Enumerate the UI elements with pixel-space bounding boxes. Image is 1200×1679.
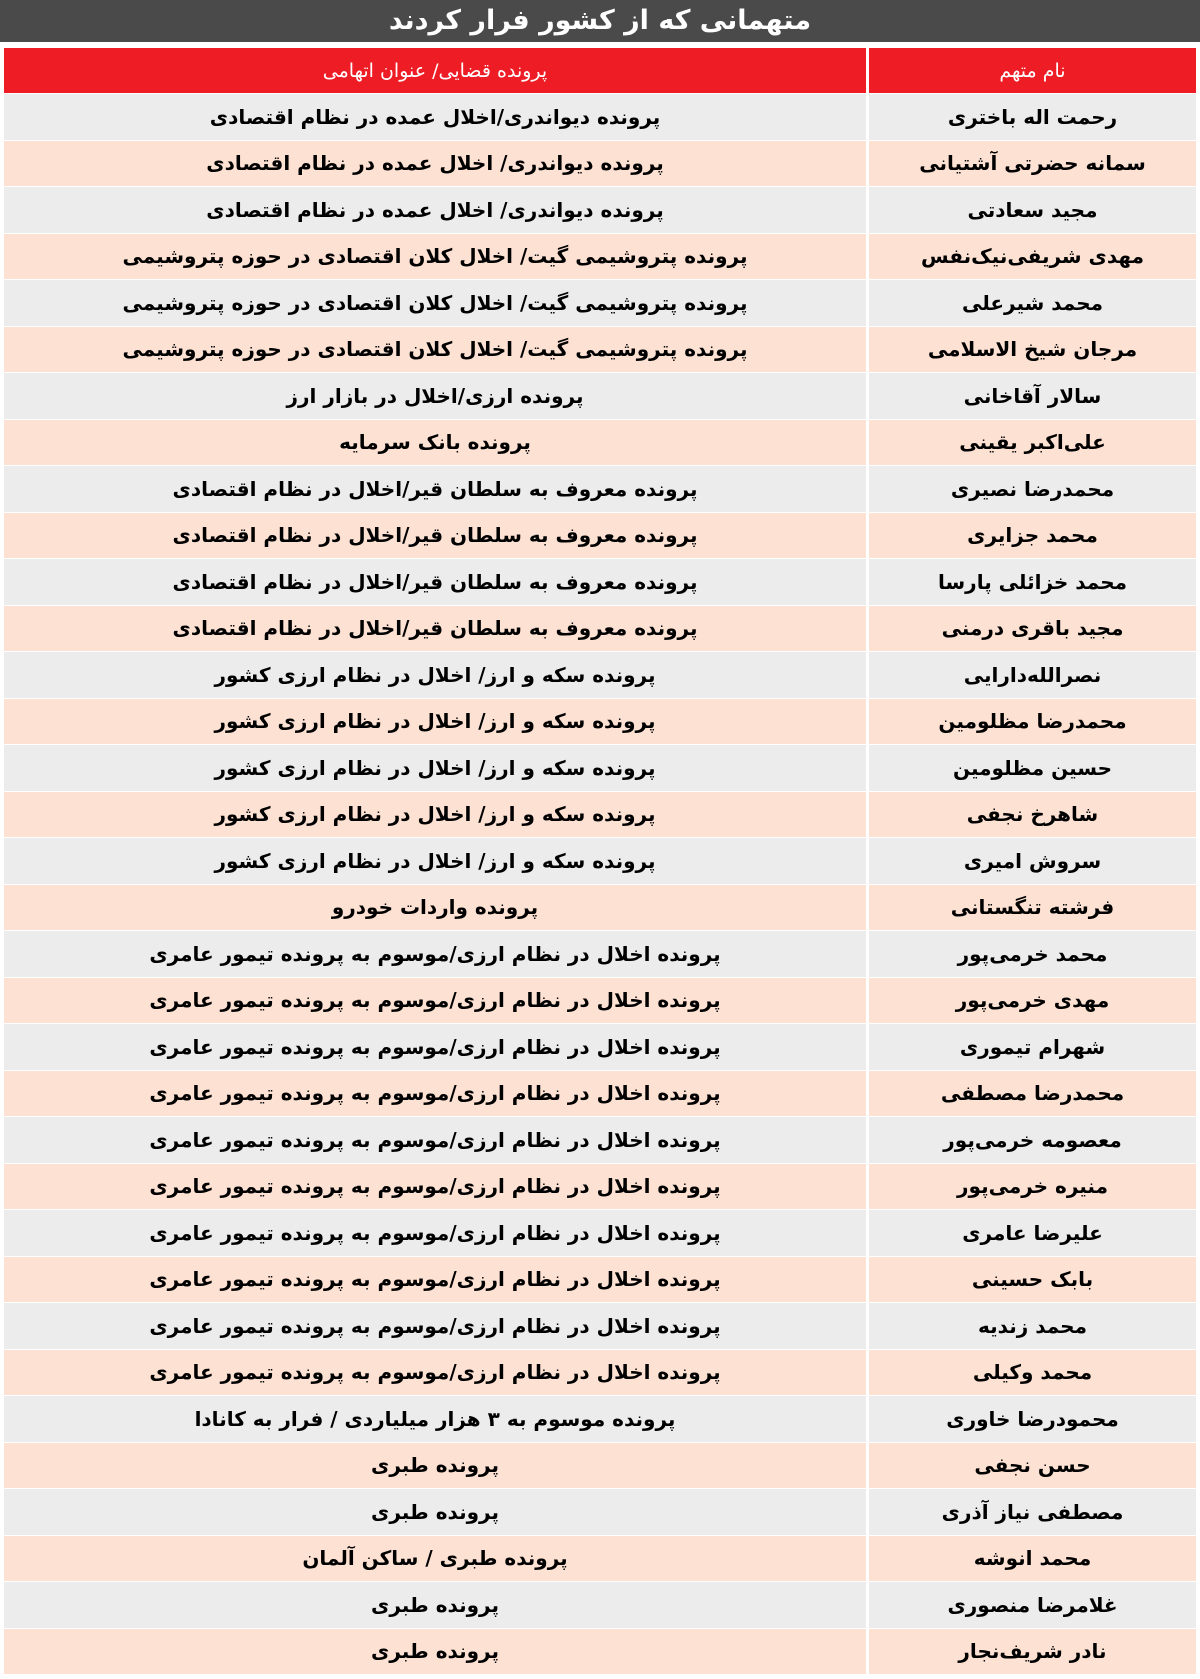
cell-defendant-name: محمد جزایری	[866, 513, 1196, 559]
table-row	[4, 1629, 1196, 1676]
cell-defendant-name: محمد شیرعلی	[866, 280, 1196, 326]
table-row	[4, 1024, 1196, 1071]
table-row	[4, 1350, 1196, 1397]
cell-case-title: پرونده اخلال در نظام ارزی/موسوم به پرونده تیمور عامری	[149, 1127, 721, 1152]
cell-defendant-name: مصطفی نیاز آذری	[866, 1489, 1196, 1535]
table-row	[4, 280, 1196, 327]
cell-defendant-name: غلامرضا منصوری	[866, 1582, 1196, 1628]
cell-case-title: پرونده اخلال در نظام ارزی/موسوم به پرونده تیمور عامری	[149, 1267, 721, 1292]
table-row	[4, 838, 1196, 885]
cell-case-title: پرونده اخلال در نظام ارزی/موسوم به پرونده تیمور عامری	[149, 1220, 721, 1245]
table-row	[4, 1257, 1196, 1304]
table-row	[4, 513, 1196, 560]
cell-case-title: پرونده طبری	[371, 1499, 499, 1524]
cell-defendant-name: مجید باقری درمنی	[866, 606, 1196, 652]
cell-defendant-name: رحمت اله باختری	[866, 94, 1196, 140]
table-row	[4, 792, 1196, 839]
cell-defendant-name: مجید سعادتی	[866, 187, 1196, 233]
table-row	[4, 1396, 1196, 1443]
cell-defendant-name: سالار آقاخانی	[866, 373, 1196, 419]
table-row	[4, 699, 1196, 746]
cell-defendant-name: محمد وکیلی	[866, 1350, 1196, 1396]
cell-defendant-name: مهدی شریفی‌نیک‌نفس	[866, 234, 1196, 280]
cell-case-title: پرونده سکه و ارز/ اخلال در نظام ارزی کشور	[214, 755, 656, 780]
cell-case-title: پرونده سکه و ارز/ اخلال در نظام ارزی کشور	[214, 802, 656, 827]
cell-case-title: پرونده واردات خودرو	[331, 895, 539, 920]
cell-defendant-name: منیره خرمی‌پور	[866, 1164, 1196, 1210]
cell-case-title: پرونده معروف به سلطان قیر/اخلال در نظام اقتصادی	[172, 476, 698, 501]
table-row	[4, 234, 1196, 281]
table-row	[4, 94, 1196, 141]
table-row	[4, 187, 1196, 234]
table-row	[4, 931, 1196, 978]
cell-defendant-name: سمانه حضرتی آشتیانی	[866, 141, 1196, 187]
table-row	[4, 1489, 1196, 1536]
cell-case-title: پرونده معروف به سلطان قیر/اخلال در نظام اقتصادی	[172, 569, 698, 594]
cell-defendant-name: محمدرضا مظلومین	[866, 699, 1196, 745]
cell-case-title: پرونده اخلال در نظام ارزی/موسوم به پرونده تیمور عامری	[149, 1174, 721, 1199]
cell-defendant-name: سروش امیری	[866, 838, 1196, 884]
cell-defendant-name: بابک حسینی	[866, 1257, 1196, 1303]
table-row	[4, 327, 1196, 374]
cell-defendant-name: معصومه خرمی‌پور	[866, 1117, 1196, 1163]
table-body	[4, 94, 1196, 1675]
cell-case-title: پرونده طبری	[371, 1639, 499, 1664]
cell-case-title: پرونده طبری	[371, 1592, 499, 1617]
table-row	[4, 745, 1196, 792]
cell-defendant-name: شهرام تیموری	[866, 1024, 1196, 1070]
cell-defendant-name: محمدرضا نصیری	[866, 466, 1196, 512]
cell-case-title: پرونده اخلال در نظام ارزی/موسوم به پرونده تیمور عامری	[149, 941, 721, 966]
cell-case-title: پرونده ارزی/اخلال در بازار ارز	[286, 383, 584, 408]
table-row	[4, 1443, 1196, 1490]
cell-defendant-name: محمد خرمی‌پور	[866, 931, 1196, 977]
page-title: متهمانی که از کشور فرار کردند	[388, 5, 812, 36]
cell-defendant-name: شاهرخ نجفی	[866, 792, 1196, 838]
table-row	[4, 1210, 1196, 1257]
cell-defendant-name: محمد خزائلی پارسا	[866, 559, 1196, 605]
table-row	[4, 1582, 1196, 1629]
table-row	[4, 373, 1196, 420]
cell-case-title: پرونده بانک سرمایه	[339, 430, 531, 455]
cell-case-title: پرونده دیواندری/ اخلال عمده در نظام اقتصادی	[206, 151, 664, 176]
cell-defendant-name: نصرالله‌دارایی	[866, 652, 1196, 698]
cell-case-title: پرونده اخلال در نظام ارزی/موسوم به پرونده تیمور عامری	[149, 1313, 721, 1338]
column-header-case: پرونده قضایی/ عنوان اتهامی	[322, 59, 548, 82]
cell-defendant-name: فرشته تنگستانی	[866, 885, 1196, 931]
cell-case-title: پرونده اخلال در نظام ارزی/موسوم به پرونده تیمور عامری	[149, 1081, 721, 1106]
cell-defendant-name: حسن نجفی	[866, 1443, 1196, 1489]
table-header-row	[4, 48, 1196, 94]
table-row	[4, 420, 1196, 467]
table-row	[4, 1071, 1196, 1118]
cell-defendant-name: علیرضا عامری	[866, 1210, 1196, 1256]
cell-case-title: پرونده سکه و ارز/ اخلال در نظام ارزی کشور	[214, 662, 656, 687]
cell-case-title: پرونده پتروشیمی گیت/ اخلال کلان اقتصادی در حوزه پتروشیمی	[122, 337, 748, 362]
cell-defendant-name: مرجان شیخ الاسلامی	[866, 327, 1196, 373]
table-row	[4, 978, 1196, 1025]
cell-case-title: پرونده اخلال در نظام ارزی/موسوم به پرونده تیمور عامری	[149, 1034, 721, 1059]
fugitives-table	[4, 48, 1196, 1675]
cell-case-title: پرونده دیواندری/ اخلال عمده در نظام اقتصادی	[206, 197, 664, 222]
cell-defendant-name: نادر شریف‌نجار	[866, 1629, 1196, 1675]
cell-case-title: پرونده طبری / ساکن آلمان	[302, 1546, 568, 1571]
cell-defendant-name: محمد زندیه	[866, 1303, 1196, 1349]
table-row	[4, 606, 1196, 653]
cell-case-title: پرونده پتروشیمی گیت/ اخلال کلان اقتصادی در حوزه پتروشیمی	[122, 244, 748, 269]
table-row	[4, 1536, 1196, 1583]
table-row	[4, 885, 1196, 932]
title-bar	[0, 0, 1200, 42]
cell-case-title: پرونده اخلال در نظام ارزی/موسوم به پرونده تیمور عامری	[149, 988, 721, 1013]
cell-case-title: پرونده سکه و ارز/ اخلال در نظام ارزی کشور	[214, 709, 656, 734]
cell-defendant-name: محمودرضا خاوری	[866, 1396, 1196, 1442]
table-row	[4, 559, 1196, 606]
table-row	[4, 1117, 1196, 1164]
cell-case-title: پرونده اخلال در نظام ارزی/موسوم به پرونده تیمور عامری	[149, 1360, 721, 1385]
cell-defendant-name: محمدرضا مصطفی	[866, 1071, 1196, 1117]
cell-defendant-name: حسین مظلومین	[866, 745, 1196, 791]
table-row	[4, 141, 1196, 188]
table-row	[4, 1164, 1196, 1211]
cell-case-title: پرونده معروف به سلطان قیر/اخلال در نظام اقتصادی	[172, 616, 698, 641]
cell-defendant-name: مهدی خرمی‌پور	[866, 978, 1196, 1024]
cell-case-title: پرونده پتروشیمی گیت/ اخلال کلان اقتصادی در حوزه پتروشیمی	[122, 290, 748, 315]
column-header-name: نام متهم	[866, 48, 1196, 93]
cell-case-title: پرونده موسوم به ۳ هزار میلیاردی / فرار به کانادا	[194, 1406, 676, 1431]
table-row	[4, 652, 1196, 699]
cell-case-title: پرونده دیواندری/اخلال عمده در نظام اقتصادی	[209, 104, 661, 129]
cell-defendant-name: محمد انوشه	[866, 1536, 1196, 1582]
cell-defendant-name: علی‌اکبر یقینی	[866, 420, 1196, 466]
table-row	[4, 466, 1196, 513]
table-row	[4, 1303, 1196, 1350]
cell-case-title: پرونده طبری	[371, 1453, 499, 1478]
cell-case-title: پرونده معروف به سلطان قیر/اخلال در نظام اقتصادی	[172, 523, 698, 548]
cell-case-title: پرونده سکه و ارز/ اخلال در نظام ارزی کشور	[214, 848, 656, 873]
